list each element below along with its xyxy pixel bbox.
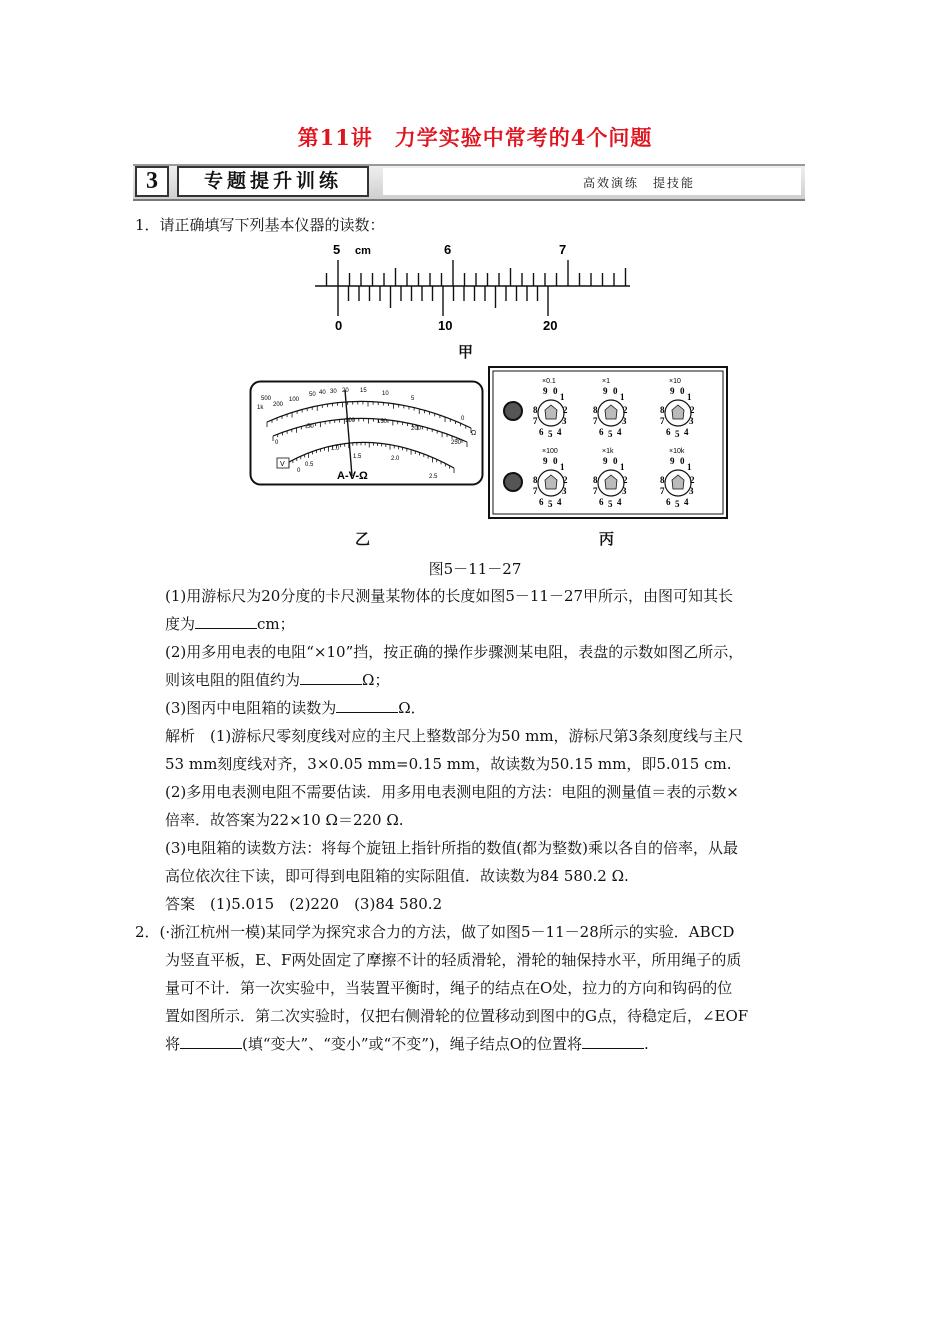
- dial-digit: 9: [603, 456, 608, 466]
- meter-top-0: 0: [461, 416, 465, 422]
- resistance-box-figure: [488, 366, 728, 519]
- dial-digit: 3: [622, 416, 627, 426]
- caliper-vernier-label-20: 20: [543, 318, 558, 333]
- figure-label-bing: 丙: [599, 530, 615, 548]
- answer-blank-2[interactable]: [300, 668, 362, 685]
- dial-multiplier-label: ×10k: [669, 448, 685, 455]
- solution-line-5: (3)电阻箱的读数方法：将每个旋钮上指针所指的数值(都为整数)乘以各自的倍率，从最: [165, 839, 738, 857]
- dial-digit: 6: [539, 427, 544, 437]
- terminal-bottom: [504, 473, 522, 491]
- dial-digit: 5: [608, 499, 613, 509]
- dial-digit: 4: [557, 497, 562, 507]
- dial-digit: 2: [563, 405, 568, 415]
- dial-digit: 7: [533, 486, 538, 496]
- meter-mid-0: 0: [275, 440, 279, 446]
- dial-digit: 9: [543, 456, 548, 466]
- meter-top-100: 100: [289, 397, 300, 403]
- dial-digit: 9: [543, 386, 548, 396]
- dial-digit: 1: [560, 462, 565, 472]
- q1-part2-line1: (2)用多用电表的电阻“×10”挡，按正确的操作步骤测某电阻，表盘的示数如图乙所示，: [165, 643, 744, 661]
- q2-line-5: [165, 1030, 649, 1058]
- q2-line5-post: .: [644, 1035, 649, 1053]
- q1-part3-line: [165, 694, 426, 722]
- dial-digit: 4: [684, 497, 689, 507]
- caliper-vernier-label-0: 0: [335, 318, 343, 333]
- dial-digit: 6: [599, 497, 604, 507]
- dial-digit: 7: [593, 416, 598, 426]
- dial-digit: 3: [562, 486, 567, 496]
- solution-line-3: (2)多用电表测电阻不需要估读．用多用电表测电阻的方法：电阻的测量值＝表的示数×: [165, 783, 739, 801]
- dial-digit: 0: [613, 386, 618, 396]
- dial-digit: 2: [690, 405, 695, 415]
- meter-low-2.0: 2.0: [391, 456, 400, 462]
- q1-part1-line2: [165, 610, 295, 638]
- dial-digit: 5: [675, 429, 680, 439]
- meter-top-5: 5: [411, 396, 415, 402]
- caliper-ticks: [327, 260, 626, 316]
- q2-line-3: 量可不计．第一次实验中，当装置平衡时，绳子的结点在O处，拉力的方向和钩码的位: [165, 979, 733, 997]
- q2-line-2: 为竖直平板，E、F两处固定了摩擦不计的轻质滑轮，滑轮的轴保持水平，所用绳子的质: [165, 951, 742, 969]
- meter-top-30: 30: [330, 389, 337, 395]
- figure-caption: 图5－11－27: [428, 560, 522, 578]
- dial-digit: 4: [617, 497, 622, 507]
- solution-line-1: 解析 (1)游标尺零刻度线对应的主尺上整数部分为50 mm，游标尺第3条刻度线与主尺: [165, 727, 744, 745]
- dial-digit: 8: [593, 475, 598, 485]
- dial-digit: 7: [660, 416, 665, 426]
- dial-digit: 1: [687, 462, 692, 472]
- dial-digit: 9: [670, 456, 675, 466]
- caliper-vernier-label-10: 10: [438, 318, 453, 333]
- dial-digit: 2: [563, 475, 568, 485]
- q1-part2-pre: 则该电阻的阻值约为: [165, 671, 301, 689]
- figure-label-jia: 甲: [458, 343, 474, 361]
- figure-label-yi: 乙: [355, 530, 371, 548]
- dial-digit: 2: [623, 405, 628, 415]
- meter-top-20: 20: [342, 388, 349, 394]
- meter-mid-50: 50: [307, 424, 314, 430]
- answer-line: 答案 (1)5.015 (2)220 (3)84 580.2: [165, 895, 443, 913]
- caliper-main-label-5: 5: [333, 242, 341, 257]
- caliper-main-label-7: 7: [559, 242, 567, 257]
- q1-part2-line2: [165, 666, 389, 694]
- dial-digit: 8: [660, 405, 665, 415]
- dial-digit: 0: [553, 456, 558, 466]
- answer-blank-3[interactable]: [336, 696, 398, 713]
- q1-part3-pre: (3)图丙中电阻箱的读数为: [165, 699, 337, 717]
- meter-v-label: V: [280, 461, 285, 468]
- vernier-caliper-figure: [305, 240, 640, 335]
- dial-digit: 5: [675, 499, 680, 509]
- meter-top-1k: 1k: [257, 405, 264, 411]
- dial-digit: 1: [620, 392, 625, 402]
- q1-stem: 1．请正确填写下列基本仪器的读数：: [135, 216, 385, 234]
- dial-digit: 6: [666, 427, 671, 437]
- page-title: 第11讲 力学实验中常考的4个问题: [297, 125, 653, 150]
- banner-label: 专题提升训练: [177, 166, 369, 197]
- q2-line5-pre: 将: [165, 1035, 181, 1053]
- meter-top-50: 50: [309, 392, 316, 398]
- meter-low-1.0: 1.0: [331, 446, 340, 452]
- answer-blank-1[interactable]: [195, 612, 257, 629]
- meter-top-500: 500: [261, 396, 272, 402]
- dial-multiplier-label: ×100: [542, 448, 558, 455]
- dial-digit: 8: [593, 405, 598, 415]
- banner-number: 3: [135, 166, 169, 197]
- dial-digit: 0: [613, 456, 618, 466]
- dial-digit: 5: [548, 429, 553, 439]
- meter-omega-mark: Ω: [471, 430, 477, 437]
- meter-low-0: 0: [297, 468, 301, 474]
- dial-digit: 4: [684, 427, 689, 437]
- dial-digit: 9: [603, 386, 608, 396]
- dial-digit: 3: [562, 416, 567, 426]
- meter-mid-200: 200: [411, 426, 422, 432]
- banner-slogan: 高效演练 提技能: [582, 176, 695, 190]
- meter-mid-150: 150: [377, 419, 388, 425]
- dial-digit: 7: [533, 416, 538, 426]
- answer-blank-5[interactable]: [582, 1032, 644, 1049]
- dial-digit: 3: [689, 416, 694, 426]
- dial-digit: 1: [687, 392, 692, 402]
- caliper-main-label-6: 6: [444, 242, 452, 257]
- dial-digit: 3: [689, 486, 694, 496]
- dial-digit: 9: [670, 386, 675, 396]
- multimeter-figure: [249, 380, 484, 486]
- q1-part3-post: Ω．: [398, 699, 426, 717]
- solution-line-2: 53 mm刻度线对齐，3×0.05 mm=0.15 mm，故读数为50.15 mm，即5.015 cm.: [165, 755, 732, 773]
- q1-part2-post: Ω；: [362, 671, 390, 689]
- dial-digit: 1: [560, 392, 565, 402]
- dial-multiplier-label: ×10: [669, 378, 681, 385]
- q2-line5-mid: (填“变大”、“变小”或“不变”)，绳子结点O的位置将: [242, 1035, 583, 1053]
- caliper-main-label-cm: cm: [355, 245, 371, 257]
- answer-blank-4[interactable]: [180, 1032, 242, 1049]
- dial-multiplier-label: ×1: [602, 378, 610, 385]
- dial-multiplier-label: ×0.1: [542, 378, 556, 385]
- dial-digit: 4: [557, 427, 562, 437]
- solution-line-6: 高位依次往下读，即可得到电阻箱的实际阻值．故读数为84 580.2 Ω.: [165, 867, 629, 885]
- meter-low-1.5: 1.5: [353, 454, 362, 460]
- terminal-top: [504, 402, 522, 420]
- q1-part1-post: cm；: [257, 615, 295, 633]
- dial-digit: 6: [666, 497, 671, 507]
- dial-digit: 7: [660, 486, 665, 496]
- dial-digit: 2: [623, 475, 628, 485]
- dial-digit: 4: [617, 427, 622, 437]
- dial-digit: 7: [593, 486, 598, 496]
- q1-part1-line1: (1)用游标尺为20分度的卡尺测量某物体的长度如图5－11－27甲所示，由图可知其长: [165, 587, 734, 605]
- dial-digit: 0: [680, 456, 685, 466]
- dial-digit: 0: [680, 386, 685, 396]
- meter-top-40: 40: [319, 390, 326, 396]
- section-banner: [133, 164, 805, 201]
- meter-low-0.5: 0.5: [305, 462, 314, 468]
- dial-digit: 8: [660, 475, 665, 485]
- meter-top-200: 200: [273, 402, 284, 408]
- dial-digit: 3: [622, 486, 627, 496]
- q2-line-4: 置如图所示．第二次实验时，仅把右侧滑轮的位置移动到图中的G点，待稳定后，∠EOF: [165, 1007, 749, 1025]
- dial-digit: 0: [553, 386, 558, 396]
- dial-digit: 6: [599, 427, 604, 437]
- meter-mid-250: 250: [451, 440, 462, 446]
- dial-digit: 5: [548, 499, 553, 509]
- meter-low-2.5: 2.5: [429, 474, 438, 480]
- meter-avo-text: A-V-Ω: [337, 470, 368, 482]
- dial-multiplier-label: ×1k: [602, 448, 614, 455]
- dial-digit: 6: [539, 497, 544, 507]
- meter-top-15: 15: [360, 388, 367, 394]
- dial-digit: 8: [533, 405, 538, 415]
- q2-line-1: 2．(·浙江杭州一模)某同学为探究求合力的方法，做了如图5－11－28所示的实验．ABCD: [135, 923, 735, 941]
- dial-digit: 2: [690, 475, 695, 485]
- solution-line-4: 倍率．故答案为22×10 Ω＝220 Ω.: [165, 811, 404, 829]
- meter-top-10: 10: [382, 391, 389, 397]
- meter-mid-100: 100: [345, 418, 356, 424]
- dial-digit: 5: [608, 429, 613, 439]
- dial-digit: 8: [533, 475, 538, 485]
- q1-part1-pre: 度为: [165, 615, 196, 633]
- dial-digit: 1: [620, 462, 625, 472]
